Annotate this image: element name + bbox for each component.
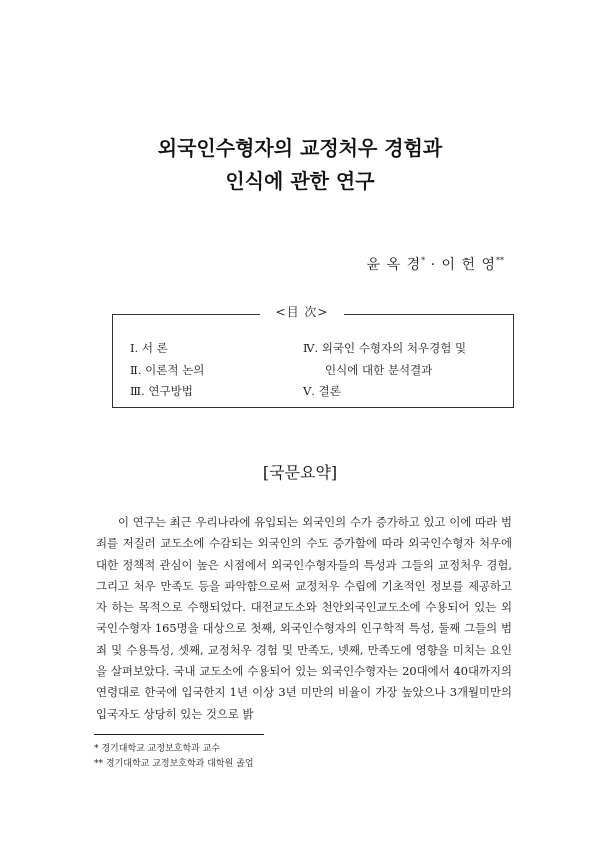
- abstract-heading: [국문요약]: [262, 463, 338, 482]
- toc-item-theory: Ⅱ. 이론적 논의: [130, 363, 205, 377]
- toc-item-method: Ⅲ. 연구방법: [130, 384, 193, 398]
- abstract-body: 이 연구는 최근 우리나라에 유입되는 외국인의 수가 증가하고 있고 이에 따라 범죄를 저질러 교도소에 수감되는 외국인의 수도 증가함에 따라 외국인수형자 처우에 대한 정책적 관심이 높은 시점에서 외국인수형자들의 특성과 그들의 교정처우 경험, 그리고 처우 만족도 등을 파악함으로써 교정처우 수립에 기초적인 정보를 제공하고자 하는 목적으로 수행되었다. 대전교도소와 천안외국인교도소에 수용되어 있는 외국인수형자 165명을 대상으로 첫째, 외국인수형자의 인구학적 특성, 둘째 그들의 범죄 및 수용특성, 셋째, 교정처우 경험 및 만족도, 넷째, 만족도에 영향을 미치는 요인을 살펴보았다. 국내 교도소에 수용되어 있는 외국인수형자는 20대에서 40대까지의 연령대로 한국에 입국한지 1년 이상 3년 미만의 비율이 가장 높았으나 3개월미만의 입국자도 상당히 있는 것으로 밝: [96, 515, 512, 721]
- author-line: [367, 254, 504, 274]
- toc-item-introduction: Ⅰ. 서 론: [130, 341, 168, 355]
- paper-title-line-1: 외국인수형자의 교정처우 경험과: [157, 136, 443, 160]
- footnote-1: * 경기대학교 교정보호학과 교수: [94, 744, 221, 754]
- toc-item-conclusion: Ⅴ. 결론: [303, 384, 341, 398]
- footnote-divider: [94, 734, 264, 735]
- footnote-2: ** 경기대학교 교정보호학과 대학원 졸업: [94, 759, 254, 769]
- toc-item-results-cont: 인식에 대한 분석결과: [325, 363, 433, 377]
- author-1-mark: *: [421, 256, 426, 265]
- toc-heading: <目 次>: [260, 303, 344, 320]
- toc-item-results: Ⅳ. 외국인 수형자의 처우경험 및: [303, 341, 467, 355]
- paper-title-line-2: 인식에 관한 연구: [225, 169, 375, 193]
- author-2: 이 헌 영: [441, 257, 496, 273]
- author-separator: ·: [425, 257, 442, 273]
- author-1: 윤 옥 경: [366, 257, 422, 273]
- author-2-mark: **: [496, 256, 504, 265]
